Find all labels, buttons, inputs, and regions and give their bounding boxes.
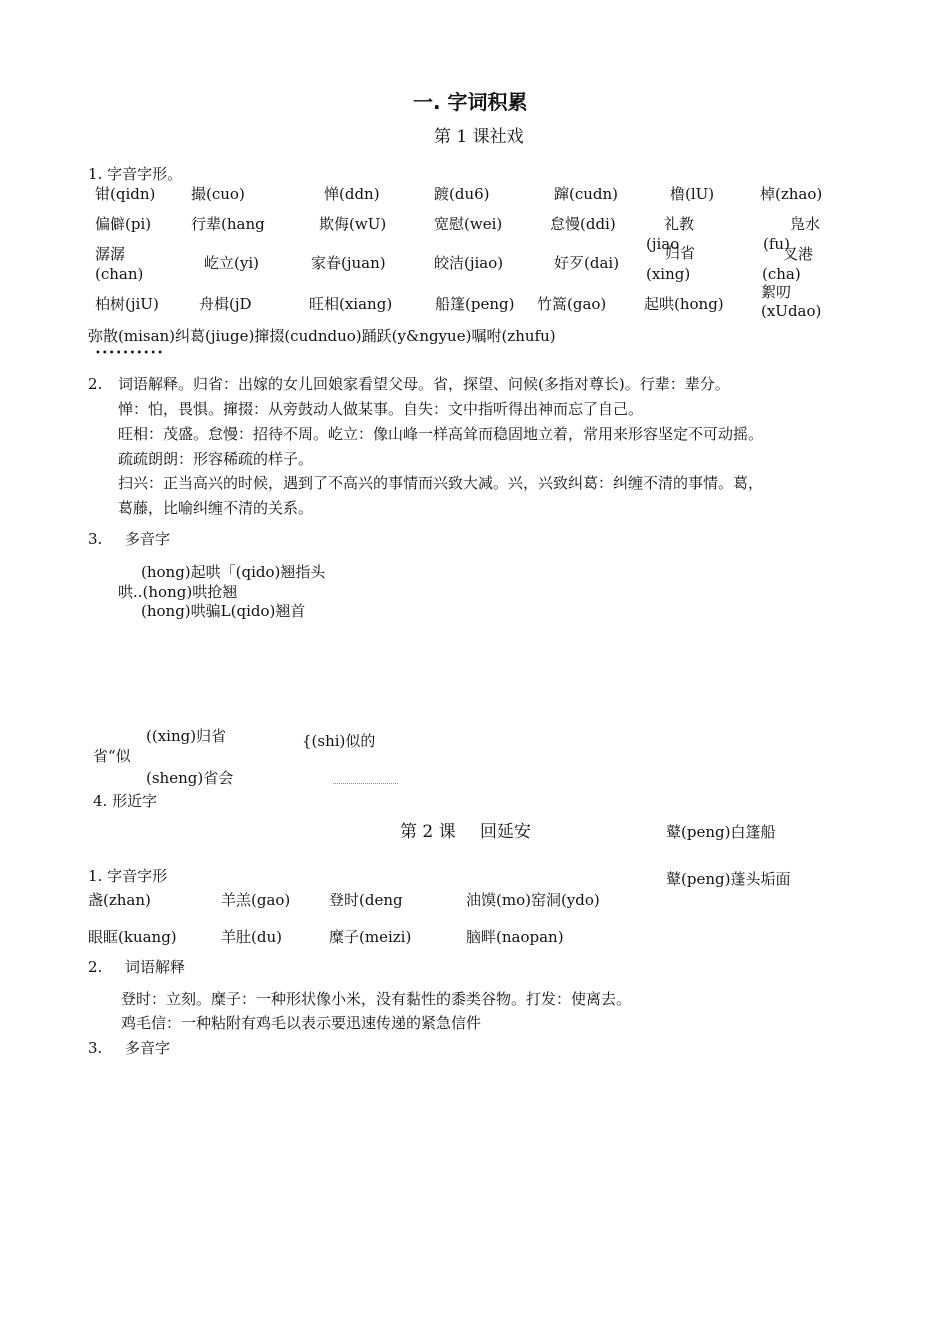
definition-line: 登时：立刻。糜子：一种形状像小米，没有黏性的黍类谷物。打发：使离去。 bbox=[121, 990, 632, 1008]
vocab-item: 起哄(hong) bbox=[644, 295, 724, 313]
vocab-item: 归省 bbox=[665, 244, 696, 262]
vocab-item: 橹(lU) bbox=[670, 185, 715, 203]
l1-s1-label: 1. 字音字形。 bbox=[88, 165, 183, 183]
faded-mark bbox=[333, 783, 398, 787]
emphasis-dots: •••••••••• bbox=[95, 348, 164, 359]
vocab-item-clipped: (fu) bbox=[763, 235, 790, 253]
vocab-item: 船篷(peng) bbox=[435, 295, 515, 313]
vocab-item: 惮(ddn) bbox=[324, 185, 380, 203]
definition-line: 葛藤，比喻纠缠不清的关系。 bbox=[118, 499, 314, 517]
lesson1-heading: 第 1 课社戏 bbox=[434, 127, 524, 147]
vocab-item: 礼教 bbox=[664, 215, 695, 233]
vocab-item: 旺相(xiang) bbox=[309, 295, 393, 313]
definition-line: 词语解释。归省：出嫁的女儿回娘家看望父母。省，探望、问候(多指对尊长)。行辈：辈分。 bbox=[118, 375, 730, 393]
vocab-item: 絮叨 bbox=[761, 283, 792, 301]
vocab-item: 怠慢(ddi) bbox=[550, 215, 616, 233]
definition-line: 惮：怕，畏惧。撺掇：从旁鼓动人做某事。自失：文中指听得出神而忘了自己。 bbox=[118, 400, 644, 418]
vocab-item-clipped: (xUdao) bbox=[761, 302, 822, 320]
vocab-item: 好歹(dai) bbox=[554, 254, 620, 272]
vocab-item: 棹(zhao) bbox=[760, 185, 823, 203]
vocab-item: 油馍(mo)窑洞(ydo) bbox=[466, 891, 600, 909]
polyphone-line: 省“似 bbox=[93, 747, 131, 765]
polyphone-line: (hong)哄骗L(qido)翘首 bbox=[141, 602, 306, 620]
vocab-item: 踱(du6) bbox=[434, 185, 490, 203]
vocab-item: (cha) bbox=[762, 265, 801, 283]
lesson2-heading-number: 第 2 课 bbox=[400, 822, 456, 842]
polyphone-line: 鼙(peng)白篷船 bbox=[666, 823, 776, 841]
vocab-item: 撮(cuo) bbox=[191, 185, 245, 203]
polyphone-line: {(shi)似的 bbox=[302, 732, 376, 750]
polyphone-line: (hong)起哄「(qido)翘指头 bbox=[141, 563, 326, 581]
vocab-item: 脑畔(naopan) bbox=[466, 928, 564, 946]
vocab-item: 行辈(hang bbox=[191, 215, 265, 233]
polyphone-line: (sheng)省会 bbox=[146, 769, 234, 787]
vocab-item: 宽慰(wei) bbox=[434, 215, 503, 233]
vocab-item: 蹿(cudn) bbox=[554, 185, 619, 203]
vocab-item: 糜子(meizi) bbox=[329, 928, 412, 946]
l1-s3-label: 3. bbox=[88, 530, 103, 548]
vocab-item: 家眷(juan) bbox=[311, 254, 386, 272]
l1-s3-title: 多音字 bbox=[125, 530, 171, 548]
l2-s2-label: 2. bbox=[88, 958, 103, 976]
vocab-item: 屹立(yi) bbox=[204, 254, 259, 272]
vocab-item: (xing) bbox=[646, 265, 691, 283]
vocab-item: 凫水 bbox=[790, 215, 821, 233]
vocab-item: 叉港 bbox=[783, 245, 814, 263]
vocab-item: 潺潺 bbox=[95, 245, 126, 263]
definition-line: 旺相：茂盛。怠慢：招待不周。屹立：像山峰一样高耸而稳固地立着，常用来形容坚定不可动摇。 bbox=[118, 425, 764, 443]
vocab-item: 竹篙(gao) bbox=[537, 295, 607, 313]
vocab-item: 登时(deng bbox=[329, 891, 403, 909]
vocab-item: 眼眶(kuang) bbox=[88, 928, 177, 946]
vocab-item: 皎洁(jiao) bbox=[434, 254, 504, 272]
vocab-item: 羊羔(gao) bbox=[221, 891, 291, 909]
definition-line: 扫兴：正当高兴的时候，遇到了不高兴的事情而兴致大减。兴，兴致纠葛：纠缠不清的事情。葛， bbox=[118, 474, 764, 492]
page-title: 一. 字词积累 bbox=[413, 90, 528, 114]
definition-line: 鸡毛信：一种粘附有鸡毛以表示要迅速传递的紧急信件 bbox=[121, 1014, 482, 1032]
vocab-item: 欺侮(wU) bbox=[319, 215, 387, 233]
l2-s2-title: 词语解释 bbox=[125, 958, 186, 976]
l2-s3-label: 3. bbox=[88, 1039, 103, 1057]
polyphone-line-clipped: 鼙(peng)蓬头垢面 bbox=[666, 870, 791, 888]
vocab-item: 羊肚(du) bbox=[221, 928, 282, 946]
l1-s4-label: 4. 形近字 bbox=[93, 792, 158, 810]
vocab-item: 钳(qidn) bbox=[95, 185, 156, 203]
vocab-item: 舟楫(jD bbox=[199, 295, 252, 313]
l2-s1-label: 1. 字音字形 bbox=[88, 867, 168, 885]
polyphone-line: 哄..(hong)哄抢翘 bbox=[118, 583, 238, 601]
vocab-item-clipped: (jiao bbox=[646, 235, 680, 253]
vocab-item: 盏(zhan) bbox=[88, 891, 151, 909]
vocab-item: (chan) bbox=[95, 265, 144, 283]
vocab-item: 偏僻(pi) bbox=[95, 215, 152, 233]
vocab-line: 弥散(misan)纠葛(jiuge)撺掇(cudnduo)踊跃(y&ngyue)嘱咐(zhufu) bbox=[88, 327, 556, 345]
vocab-item: 柏树(jiU) bbox=[95, 295, 159, 313]
l2-s3-title: 多音字 bbox=[125, 1039, 171, 1057]
l1-s2-label: 2. bbox=[88, 375, 103, 393]
lesson2-heading-title: 回延安 bbox=[480, 822, 531, 842]
polyphone-line: ((xing)归省 bbox=[146, 727, 227, 745]
definition-line: 疏疏朗朗：形容稀疏的样子。 bbox=[118, 450, 314, 468]
